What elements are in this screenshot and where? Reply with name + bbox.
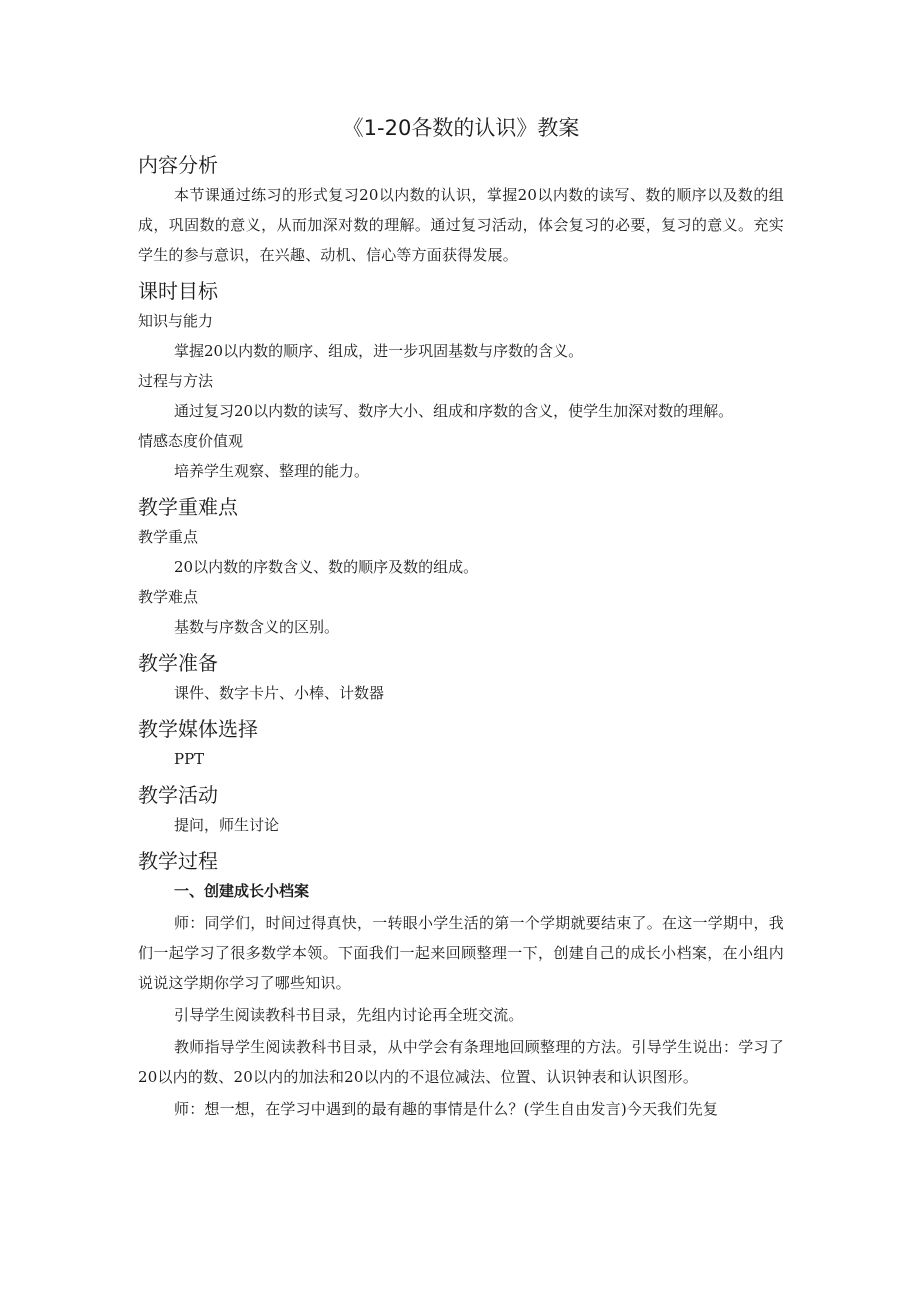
objective-emotion-text: 培养学生观察、整理的能力。 [174,462,370,480]
key-point-text: 20以内数的序数含义、数的顺序及数的组成。 [174,558,479,576]
content-analysis-text: 本节课通过练习的形式复习20以内数的认识，掌握20以内数的读写、数的顺序以及数的组成，巩固数的意义，从而加深对数的理解。通过复习活动，体会复习的必要，复习的意义。充实学生的参与意识，在兴趣、动机、信心等方面获得发展。 [138,186,784,264]
process-paragraph-1: 师：同学们，时间过得真快，一转眼小学生活的第一个学期就要结束了。在这一学期中，我们一起学习了很多数学本领。下面我们一起来回顾整理一下，创建自己的成长小档案，在小组内说说这学期你学习了哪些知识。 [138,914,784,992]
heading-media: 教学媒体选择 [138,717,258,741]
process-paragraph-3: 教师指导学生阅读教科书目录，从中学会有条理地回顾整理的方法。引导学生说出：学习了20以内的数、20以内的加法和20以内的不退位减法、位置、认识钟表和认识图形。 [138,1038,784,1086]
objective-knowledge-text: 掌握20以内数的顺序、组成，进一步巩固基数与序数的含义。 [174,342,584,360]
media-text: PPT [174,750,205,768]
objective-process-label: 过程与方法 [138,372,214,390]
objective-process-text: 通过复习20以内数的读写、数序大小、组成和序数的含义，使学生加深对数的理解。 [174,402,734,420]
key-point-label: 教学重点 [138,528,199,546]
objective-emotion-label: 情感态度价值观 [138,432,244,450]
difficult-point-text: 基数与序数含义的区别。 [174,618,340,636]
heading-process: 教学过程 [138,849,218,873]
heading-key-points: 教学重难点 [138,495,238,519]
heading-preparation: 教学准备 [138,651,218,675]
process-step1-title: 一、创建成长小档案 [174,882,310,900]
heading-objectives: 课时目标 [138,279,218,303]
activity-text: 提问，师生讨论 [174,816,280,834]
preparation-text: 课件、数字卡片、小棒、计数器 [174,684,385,702]
objective-knowledge-label: 知识与能力 [138,312,214,330]
process-paragraph-4: 师：想一想，在学习中遇到的最有趣的事情是什么？(学生自由发言)今天我们先复 [174,1100,719,1118]
document-page [138,112,784,1124]
heading-content-analysis: 内容分析 [138,153,218,177]
process-paragraph-2: 引导学生阅读教科书目录，先组内讨论再全班交流。 [174,1006,524,1024]
difficult-point-label: 教学难点 [138,588,199,606]
document-title: 《1-20各数的认识》教案 [342,116,580,140]
heading-activity: 教学活动 [138,783,218,807]
